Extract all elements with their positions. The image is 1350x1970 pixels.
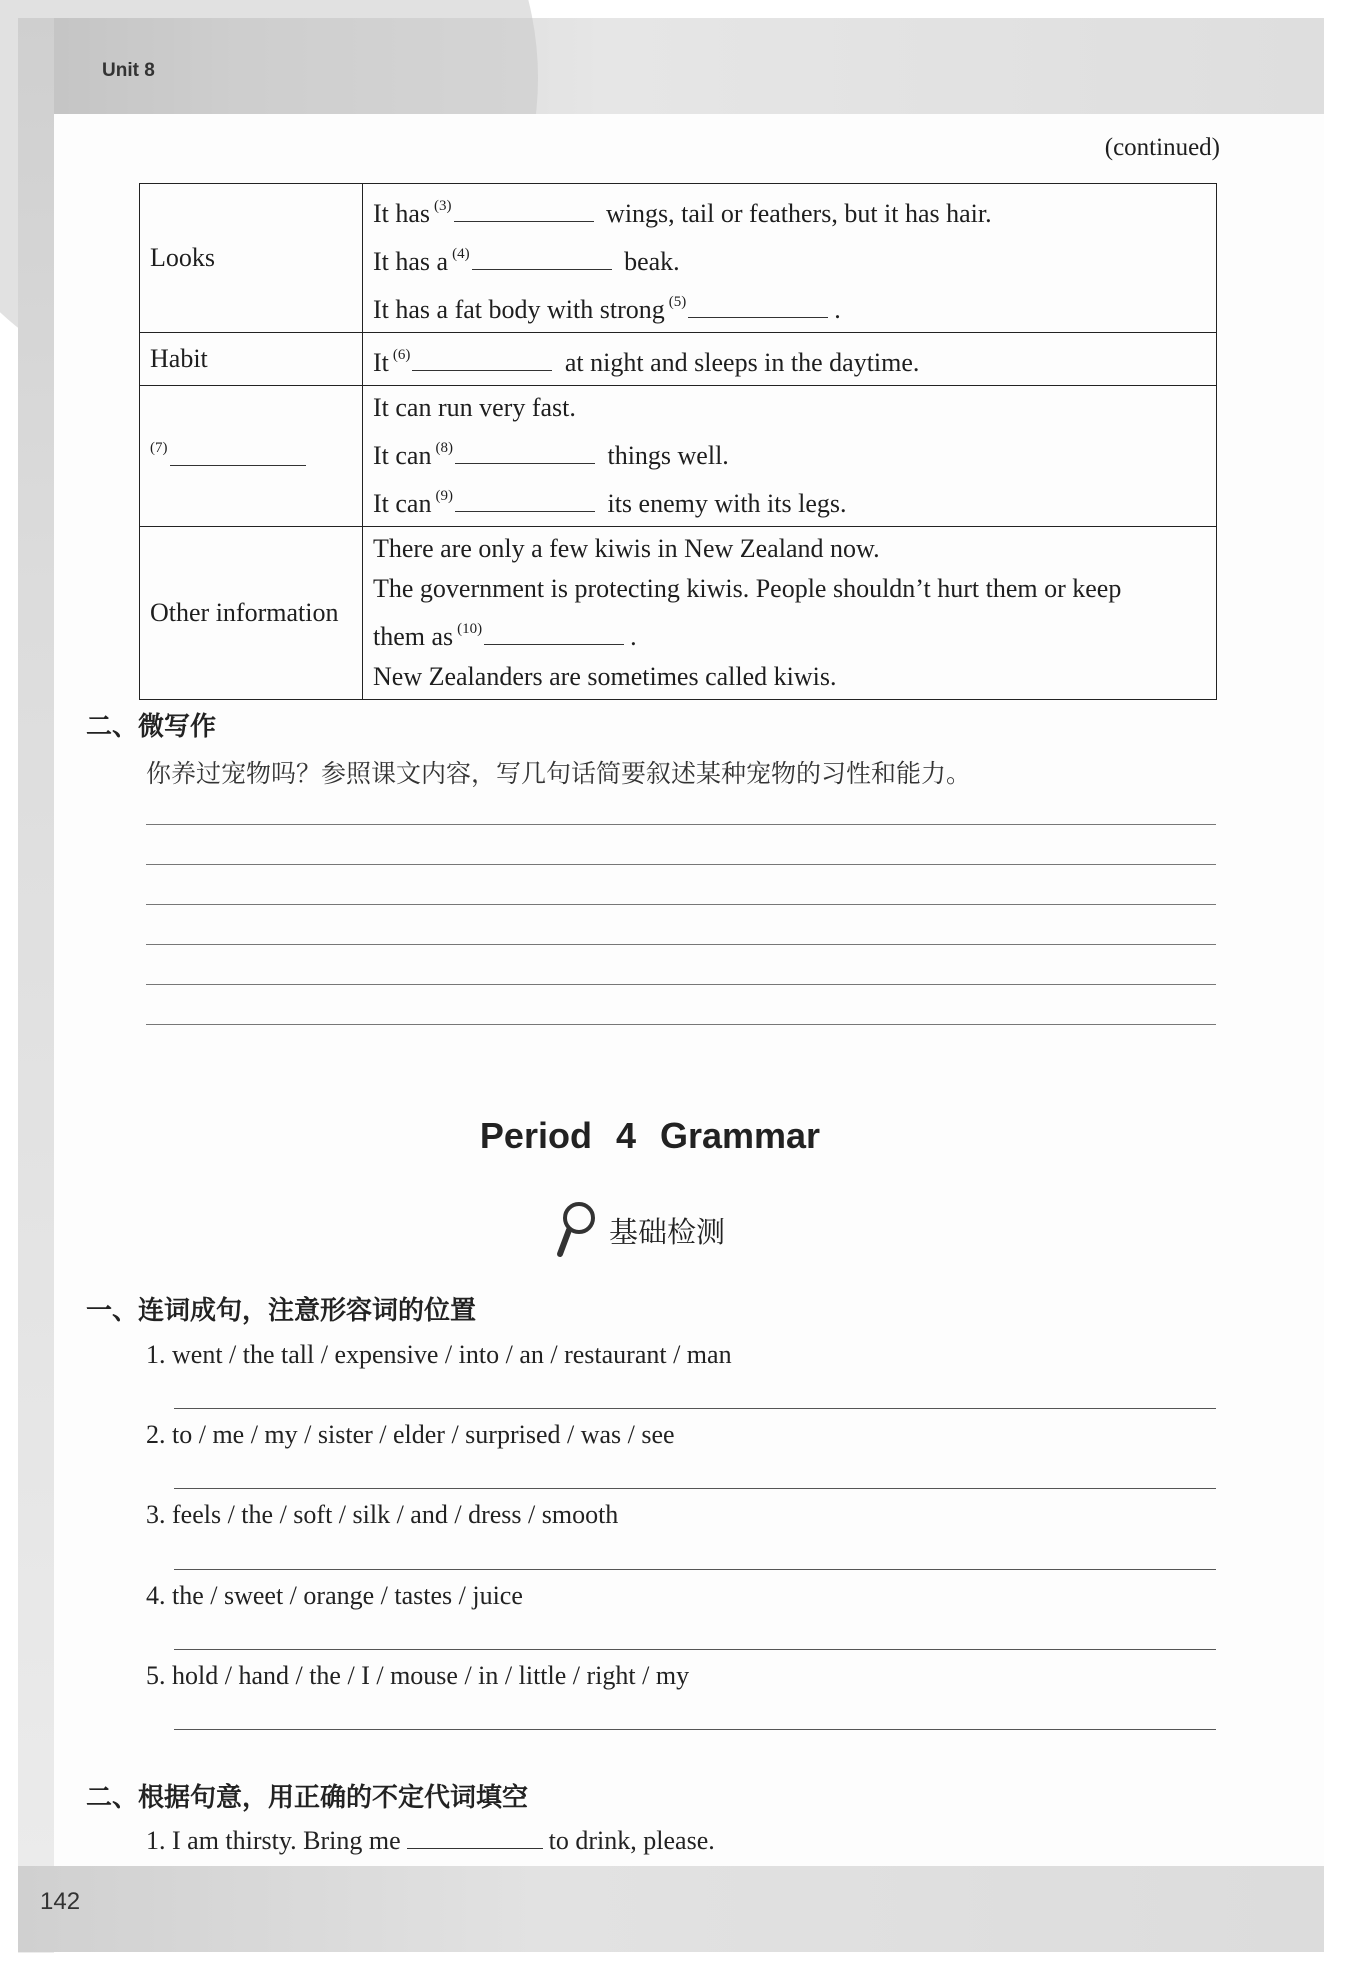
writing-line[interactable] xyxy=(146,944,1216,945)
text: It has a xyxy=(373,247,449,276)
unit-label: Unit 8 xyxy=(102,60,155,81)
exercise1-heading: 一、连词成句，注意形容词的位置 xyxy=(86,1296,477,1326)
basic-check-banner xyxy=(555,1200,725,1260)
text: It xyxy=(373,348,389,377)
exercise1-item-1: 1. went / the tall / expensive / into / an / restaurant / man xyxy=(146,1340,732,1369)
left-margin-band xyxy=(18,18,54,1953)
blank-number: (4) xyxy=(452,246,470,262)
exercise1-item-4: 4. the / sweet / orange / tastes / juice xyxy=(146,1581,523,1610)
text: It can xyxy=(373,489,432,518)
habit-label: Habit xyxy=(140,333,363,386)
looks-content xyxy=(363,184,1217,333)
other-line-4: New Zealanders are sometimes called kiwis. xyxy=(373,662,837,691)
text: them as xyxy=(373,622,454,651)
other-line-3 xyxy=(373,609,1206,657)
other-line-1: There are only a few kiwis in New Zealand now. xyxy=(373,534,880,563)
continued-note: (continued) xyxy=(1104,134,1220,161)
table-row-other xyxy=(140,527,1217,700)
kiwi-info-table xyxy=(139,183,1217,700)
answer-line-1[interactable] xyxy=(174,1408,1216,1409)
footer-band xyxy=(18,1866,1324,1952)
table-row-habit xyxy=(140,333,1217,386)
writing-line[interactable] xyxy=(146,984,1216,985)
exercise2-item-1 xyxy=(146,1826,715,1856)
blank-number: (9) xyxy=(435,488,453,504)
page-number: 142 xyxy=(40,1888,81,1915)
answer-line-2[interactable] xyxy=(174,1488,1216,1489)
exercise2-heading: 二、根据句意，用正确的不定代词填空 xyxy=(86,1783,529,1813)
magnifier-icon xyxy=(555,1200,599,1260)
basic-check-label: 基础检测 xyxy=(609,1214,726,1249)
text: 1. I am thirsty. Bring me xyxy=(146,1826,401,1855)
text: at night and sleeps in the daytime. xyxy=(564,348,920,377)
exercise1-item-5: 5. hold / hand / the / I / mouse / in / little / right / my xyxy=(146,1661,690,1690)
answer-line-4[interactable] xyxy=(174,1649,1216,1650)
text: things well. xyxy=(607,441,729,470)
blank-5[interactable] xyxy=(688,295,828,318)
looks-label: Looks xyxy=(140,184,363,333)
blank-10[interactable] xyxy=(484,622,624,645)
text: to drink, please. xyxy=(548,1826,715,1855)
table-row-ability xyxy=(140,386,1217,527)
other-line-2: The government is protecting kiwis. People shouldn’t hurt them or keep xyxy=(373,574,1122,603)
other-label: Other information xyxy=(140,527,363,700)
blank-6[interactable] xyxy=(412,348,552,371)
looks-line-2 xyxy=(373,234,1206,282)
blank-3[interactable] xyxy=(454,199,594,222)
writing-line[interactable] xyxy=(146,864,1216,865)
blank-4[interactable] xyxy=(472,247,612,270)
blank-7[interactable] xyxy=(170,443,306,466)
writing-prompt: 你养过宠物吗？参照课文内容，写几句话简要叙述某种宠物的习性和能力。 xyxy=(146,759,972,788)
ability-line-3 xyxy=(373,476,1206,524)
answer-line-3[interactable] xyxy=(174,1569,1216,1570)
writing-heading: 二、微写作 xyxy=(86,712,217,742)
answer-line-5[interactable] xyxy=(174,1729,1216,1730)
period-title: Period 4 Grammar xyxy=(479,1115,821,1156)
habit-line-1 xyxy=(373,335,1206,383)
text: It has xyxy=(373,199,431,228)
fill-blank[interactable] xyxy=(407,1826,543,1849)
header-band xyxy=(18,18,1324,114)
ability-content xyxy=(363,386,1217,527)
blank-number: (3) xyxy=(434,198,452,214)
text: its enemy with its legs. xyxy=(607,489,847,518)
text: . xyxy=(834,295,841,324)
exercise1-item-2: 2. to / me / my / sister / elder / surprised / was / see xyxy=(146,1420,675,1449)
blank-number: (7) xyxy=(150,439,168,456)
blank-number: (8) xyxy=(435,440,453,456)
ability-label xyxy=(140,386,363,527)
ability-line-2 xyxy=(373,428,1206,476)
writing-line[interactable] xyxy=(146,824,1216,825)
other-content xyxy=(363,527,1217,700)
text: It can xyxy=(373,441,432,470)
exercise1-item-3: 3. feels / the / soft / silk / and / dress / smooth xyxy=(146,1500,619,1529)
blank-number: (6) xyxy=(392,347,411,363)
writing-line[interactable] xyxy=(146,904,1216,905)
text: It has a fat body with strong xyxy=(373,295,665,324)
looks-line-3 xyxy=(373,282,1206,330)
looks-line-1 xyxy=(373,186,1206,234)
blank-8[interactable] xyxy=(455,441,595,464)
text: wings, tail or feathers, but it has hair. xyxy=(606,199,992,228)
table-row-looks xyxy=(140,184,1217,333)
blank-9[interactable] xyxy=(455,489,595,512)
text: beak. xyxy=(624,247,680,276)
text: . xyxy=(630,622,637,651)
ability-line-1: It can run very fast. xyxy=(373,393,576,422)
blank-number: (5) xyxy=(668,294,687,310)
writing-line[interactable] xyxy=(146,1024,1216,1025)
blank-number: (10) xyxy=(457,621,483,637)
habit-content xyxy=(363,333,1217,386)
